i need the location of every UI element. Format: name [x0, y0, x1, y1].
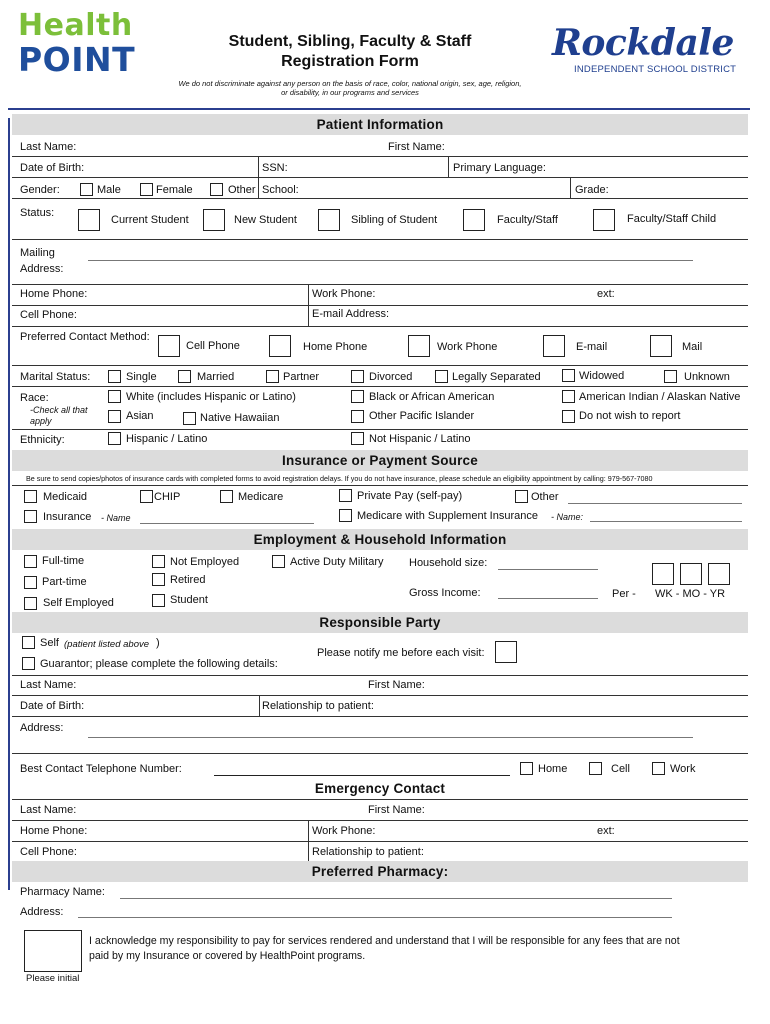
left-margin-rule: [8, 118, 10, 890]
initial-box[interactable]: [24, 930, 82, 972]
gender-female-label: Female: [156, 184, 193, 196]
gender-male-label: Male: [97, 184, 121, 196]
employment-full-time-label: Full-time: [42, 555, 85, 567]
marital-legally-separated-checkbox[interactable]: [435, 370, 448, 383]
acknowledge-line1: I acknowledge my responsibility to pay for services rendered and understand that I will be responsible for any fees that are not: [89, 935, 680, 947]
divider: [12, 841, 748, 842]
status-faculty-staff-child-label: Faculty/Staff Child: [627, 213, 717, 225]
race-white-label: White (includes Hispanic or Latino): [126, 391, 296, 403]
responsible-guarantor-checkbox[interactable]: [22, 657, 35, 670]
preferred-contact-label: Preferred Contact Method:: [20, 331, 150, 343]
gender-female-checkbox[interactable]: [140, 183, 153, 196]
emergency-home-phone-label: Home Phone:: [20, 825, 88, 837]
marital-divorced-label: Divorced: [369, 371, 413, 383]
marital-single-checkbox[interactable]: [108, 370, 121, 383]
employment-retired-label: Retired: [170, 574, 206, 586]
income-month-box[interactable]: [680, 563, 702, 585]
divider: [570, 177, 571, 198]
best-contact-cell-label: Cell: [611, 763, 630, 775]
gender-male-checkbox[interactable]: [80, 183, 93, 196]
section-emergency-contact: Emergency Contact: [12, 778, 748, 799]
status-current-student-label: Current Student: [111, 214, 189, 226]
insurance-name-field[interactable]: [140, 523, 314, 524]
insurance-name-label: - Name: [101, 513, 131, 523]
emergency-work-phone-label: Work Phone:: [312, 825, 376, 837]
race-native-hawaiian-label: Native Hawaiian: [200, 412, 280, 424]
divider: [12, 799, 748, 800]
rockdale-logo: [552, 22, 747, 82]
race-other-pacific-label: Other Pacific Islander: [369, 410, 475, 422]
divider: [12, 177, 748, 178]
pharmacy-name-field[interactable]: [120, 898, 672, 899]
contact-mail-checkbox[interactable]: [650, 335, 672, 357]
divider: [12, 485, 748, 486]
marital-unknown-checkbox[interactable]: [664, 370, 677, 383]
marital-married-checkbox[interactable]: [178, 370, 191, 383]
contact-cell-phone-label: Cell Phone: [186, 340, 240, 352]
status-current-student-checkbox[interactable]: [78, 209, 100, 231]
ethnicity-hispanic-label: Hispanic / Latino: [126, 433, 208, 445]
status-label: Status:: [20, 207, 55, 219]
responsible-relationship-label: Relationship to patient:: [262, 700, 374, 712]
race-native-hawaiian-checkbox[interactable]: [183, 412, 196, 425]
marital-divorced-checkbox[interactable]: [351, 370, 364, 383]
status-new-student-label: New Student: [234, 214, 297, 226]
divider: [12, 365, 748, 366]
gender-other-label: Other: [228, 184, 256, 196]
responsible-patient-listed-label: (patient listed above: [64, 639, 150, 650]
employment-not-employed-label: Not Employed: [170, 556, 240, 568]
notify-before-visit-label: Please notify me before each visit:: [317, 647, 485, 659]
contact-home-phone-label: Home Phone: [303, 341, 368, 353]
contact-cell-phone-checkbox[interactable]: [158, 335, 180, 357]
race-american-indian-label: American Indian / Alaskan Native: [579, 391, 741, 403]
responsible-paren: ): [156, 637, 160, 649]
responsible-self-label: Self: [40, 637, 59, 649]
email-address-label: E-mail Address:: [312, 308, 390, 320]
income-year-box[interactable]: [708, 563, 730, 585]
marital-widowed-checkbox[interactable]: [562, 369, 575, 382]
divider: [258, 156, 259, 177]
status-faculty-staff-child-checkbox[interactable]: [593, 209, 615, 231]
healthpoint-logo: [18, 8, 138, 78]
race-check-all-note: -Check all that: [30, 405, 88, 415]
ethnicity-not-hispanic-checkbox[interactable]: [351, 432, 364, 445]
insurance-other-field[interactable]: [568, 503, 742, 504]
patient-first-name-label: First Name:: [388, 141, 445, 153]
gender-other-checkbox[interactable]: [210, 183, 223, 196]
marital-unknown-label: Unknown: [684, 371, 730, 383]
employment-not-employed-checkbox[interactable]: [152, 555, 165, 568]
employment-retired-checkbox[interactable]: [152, 573, 165, 586]
insurance-medicare-supplement-checkbox[interactable]: [339, 509, 352, 522]
divider: [12, 716, 748, 717]
race-do-not-wish-checkbox[interactable]: [562, 410, 575, 423]
insurance-medicare-supplement-label: Medicare with Supplement Insurance: [357, 510, 538, 522]
marital-partner-checkbox[interactable]: [266, 370, 279, 383]
race-black-label: Black or African American: [369, 391, 495, 403]
divider: [12, 239, 748, 240]
emergency-relationship-label: Relationship to patient:: [312, 846, 424, 858]
divider: [12, 753, 748, 754]
best-contact-field[interactable]: [214, 775, 510, 776]
contact-home-phone-checkbox[interactable]: [269, 335, 291, 357]
divider: [12, 429, 748, 430]
emergency-cell-phone-label: Cell Phone:: [20, 846, 77, 858]
responsible-guarantor-label: Guarantor; please complete the following details:: [40, 658, 278, 670]
responsible-first-name-label: First Name:: [368, 679, 425, 691]
income-period-label: WK - MO - YR: [655, 588, 726, 600]
disclaimer-line1: We do not discriminate against any person on the basis of race, color, national origin, sex, age, religion,: [178, 79, 522, 88]
divider: [12, 156, 748, 157]
best-contact-label: Best Contact Telephone Number:: [20, 763, 182, 775]
responsible-self-checkbox[interactable]: [22, 636, 35, 649]
race-asian-checkbox[interactable]: [108, 410, 121, 423]
contact-email-checkbox[interactable]: [543, 335, 565, 357]
insurance-medicare-label: Medicare: [238, 491, 284, 503]
emergency-first-name-label: First Name:: [368, 804, 425, 816]
race-asian-label: Asian: [126, 410, 154, 422]
notify-before-visit-checkbox[interactable]: [495, 641, 517, 663]
status-faculty-staff-label: Faculty/Staff: [497, 214, 558, 226]
acknowledge-line2: paid by my Insurance or covered by HealthPoint programs.: [89, 950, 366, 962]
pharmacy-address-label: Address:: [20, 906, 64, 918]
pharmacy-address-field[interactable]: [78, 917, 672, 918]
gross-income-label: Gross Income:: [409, 587, 481, 599]
employment-active-duty-label: Active Duty Military: [290, 556, 384, 568]
divider: [12, 284, 748, 285]
employment-full-time-checkbox[interactable]: [24, 555, 37, 568]
contact-work-phone-label: Work Phone: [437, 341, 498, 353]
divider: [259, 695, 260, 716]
divider: [12, 305, 748, 306]
responsible-dob-label: Date of Birth:: [20, 700, 85, 712]
please-initial-label: Please initial: [26, 973, 80, 984]
race-label: Race:: [20, 392, 49, 404]
best-contact-home-label: Home: [538, 763, 568, 775]
insurance-supplement-name-label: - Name:: [551, 512, 584, 522]
healthpoint-logo-line1: Health: [18, 8, 133, 43]
employment-self-employed-label: Self Employed: [43, 597, 114, 609]
insurance-chip-label: CHIP: [154, 491, 181, 503]
section-responsible-party: Responsible Party: [12, 612, 748, 633]
divider: [12, 198, 748, 199]
insurance-other-label: Other: [531, 491, 559, 503]
best-contact-home-checkbox[interactable]: [520, 762, 533, 775]
insurance-private-pay-checkbox[interactable]: [339, 489, 352, 502]
race-apply-note: apply: [30, 416, 52, 426]
divider: [12, 675, 748, 676]
employment-active-duty-checkbox[interactable]: [272, 555, 285, 568]
patient-primary-language-label: Primary Language:: [453, 162, 546, 174]
divider: [12, 386, 748, 387]
insurance-medicaid-label: Medicaid: [43, 491, 88, 503]
insurance-note: Be sure to send copies/photos of insurance cards with completed forms to avoid registration delays. If you do not have insurance, please schedule an eligibility appointment by calling: 979-567-7080: [26, 474, 653, 483]
ethnicity-not-hispanic-label: Not Hispanic / Latino: [369, 433, 471, 445]
insurance-medicare-checkbox[interactable]: [220, 490, 233, 503]
household-size-label: Household size:: [409, 557, 488, 569]
patient-last-name-label: Last Name:: [20, 141, 77, 153]
ethnicity-hispanic-checkbox[interactable]: [108, 432, 121, 445]
disclaimer-line2: or disability, in our programs and services: [281, 88, 419, 97]
pharmacy-name-label: Pharmacy Name:: [20, 886, 105, 898]
rockdale-logo-subtitle: INDEPENDENT SCHOOL DISTRICT: [574, 64, 737, 75]
section-insurance: Insurance or Payment Source: [12, 450, 748, 471]
grade-label: Grade:: [575, 184, 609, 196]
household-size-field[interactable]: [498, 569, 598, 570]
section-employment: Employment & Household Information: [12, 529, 748, 550]
emergency-last-name-label: Last Name:: [20, 804, 77, 816]
status-new-student-checkbox[interactable]: [203, 209, 225, 231]
insurance-insurance-checkbox[interactable]: [24, 510, 37, 523]
section-preferred-pharmacy: Preferred Pharmacy:: [12, 861, 748, 882]
insurance-private-pay-label: Private Pay (self-pay): [357, 490, 463, 502]
form-title-line2: Registration Form: [281, 53, 419, 70]
responsible-address-label: Address:: [20, 722, 64, 734]
contact-email-label: E-mail: [576, 341, 608, 353]
school-label: School:: [262, 184, 299, 196]
insurance-medicaid-checkbox[interactable]: [24, 490, 37, 503]
mailing-address-field[interactable]: [88, 260, 693, 261]
mailing-label: Mailing: [20, 247, 55, 259]
section-patient-information: Patient Information: [12, 114, 748, 135]
marital-partner-label: Partner: [283, 371, 320, 383]
employment-part-time-label: Part-time: [42, 576, 87, 588]
healthpoint-logo-line2: POINT: [18, 40, 136, 79]
form-title-line1: Student, Sibling, Faculty & Staff: [228, 33, 472, 50]
race-black-checkbox[interactable]: [351, 390, 364, 403]
header-rule: [8, 108, 750, 110]
contact-work-phone-checkbox[interactable]: [408, 335, 430, 357]
best-contact-work-label: Work: [670, 763, 696, 775]
best-contact-cell-checkbox[interactable]: [589, 762, 602, 775]
marital-status-label: Marital Status:: [20, 371, 91, 383]
marital-legally-separated-label: Legally Separated: [452, 371, 541, 383]
responsible-address-field[interactable]: [88, 737, 693, 738]
patient-ssn-label: SSN:: [262, 162, 288, 174]
status-sibling-checkbox[interactable]: [318, 209, 340, 231]
income-week-box[interactable]: [652, 563, 674, 585]
marital-married-label: Married: [197, 371, 235, 383]
marital-widowed-label: Widowed: [579, 370, 625, 382]
income-per-label: Per -: [612, 588, 636, 600]
insurance-chip-checkbox[interactable]: [140, 490, 153, 503]
gender-label: Gender:: [20, 184, 60, 196]
insurance-other-checkbox[interactable]: [515, 490, 528, 503]
marital-single-label: Single: [126, 371, 157, 383]
gross-income-field[interactable]: [498, 598, 598, 599]
employment-self-employed-checkbox[interactable]: [24, 597, 37, 610]
home-phone-label: Home Phone:: [20, 288, 88, 300]
race-white-checkbox[interactable]: [108, 390, 121, 403]
work-phone-label: Work Phone:: [312, 288, 376, 300]
race-american-indian-checkbox[interactable]: [562, 390, 575, 403]
employment-part-time-checkbox[interactable]: [24, 576, 37, 589]
status-faculty-staff-checkbox[interactable]: [463, 209, 485, 231]
divider: [12, 820, 748, 821]
contact-mail-label: Mail: [682, 341, 703, 353]
patient-dob-label: Date of Birth:: [20, 162, 85, 174]
race-do-not-wish-label: Do not wish to report: [579, 410, 681, 422]
divider: [258, 177, 259, 198]
status-sibling-label: Sibling of Student: [351, 214, 438, 226]
employment-student-checkbox[interactable]: [152, 594, 165, 607]
divider: [12, 326, 748, 327]
cell-phone-label: Cell Phone:: [20, 309, 77, 321]
emergency-ext-label: ext:: [597, 825, 615, 837]
race-other-pacific-checkbox[interactable]: [351, 410, 364, 423]
rockdale-logo-name: Rockdale: [552, 22, 734, 64]
mailing-address-label: Address:: [20, 263, 64, 275]
employment-student-label: Student: [170, 594, 208, 606]
best-contact-work-checkbox[interactable]: [652, 762, 665, 775]
insurance-insurance-label: Insurance: [43, 511, 92, 523]
divider: [448, 156, 449, 177]
ethnicity-label: Ethnicity:: [20, 434, 65, 446]
responsible-last-name-label: Last Name:: [20, 679, 77, 691]
divider: [12, 695, 748, 696]
insurance-supplement-name-field[interactable]: [590, 521, 742, 522]
work-phone-ext-label: ext:: [597, 288, 615, 300]
